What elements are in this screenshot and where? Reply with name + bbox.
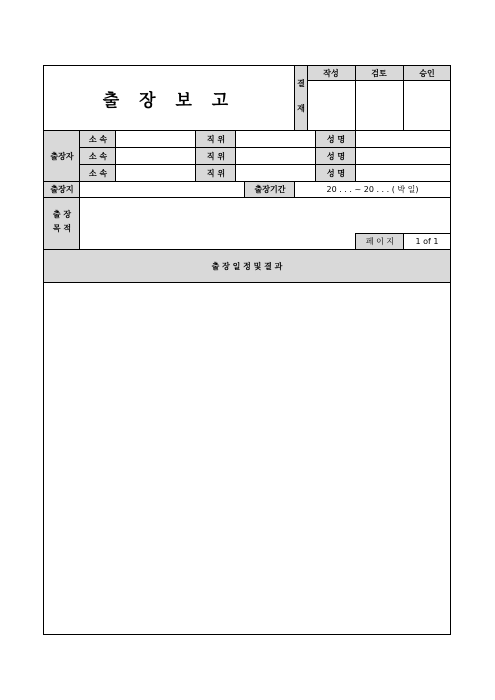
position-label: 직 위: [206, 168, 226, 178]
dept-label: 소 속: [88, 168, 108, 178]
dept-label: 소 속: [88, 134, 108, 144]
period-field[interactable]: 20 . . . ~ 20 . . . ( 박 일): [326, 185, 419, 194]
dept-field[interactable]: [116, 131, 195, 147]
purpose-field[interactable]: [80, 198, 450, 233]
section-title: 출 장 일 정 및 결 과: [211, 261, 283, 271]
dept-field[interactable]: [116, 165, 195, 181]
position-field[interactable]: [236, 148, 315, 164]
approval-label-top: 결: [297, 78, 305, 88]
page-label: 페 이 지: [365, 237, 395, 246]
name-field[interactable]: [356, 131, 450, 147]
page-title: 출 장 보 고: [102, 90, 236, 111]
signature-box-reviewer[interactable]: [356, 81, 403, 130]
name-field[interactable]: [356, 165, 450, 181]
approval-col-approver: 승인: [419, 68, 435, 78]
schedule-results-body[interactable]: [44, 283, 450, 634]
name-label: 성 명: [326, 151, 346, 161]
purpose-label-line2: 목 적: [52, 223, 72, 233]
approval-col-writer: 작성: [323, 68, 339, 78]
period-label: 출장기간: [254, 185, 286, 194]
position-field[interactable]: [236, 165, 315, 181]
position-field[interactable]: [236, 131, 315, 147]
position-label: 직 위: [206, 134, 226, 144]
page-number: 1 of 1: [415, 237, 439, 246]
name-label: 성 명: [326, 168, 346, 178]
dept-label: 소 속: [88, 151, 108, 161]
approval-left-line: [294, 65, 295, 130]
approval-col-reviewer: 검토: [371, 68, 387, 78]
position-label: 직 위: [206, 151, 226, 161]
approval-label-bottom: 재: [297, 103, 305, 113]
name-label: 성 명: [326, 134, 346, 144]
name-field[interactable]: [356, 148, 450, 164]
destination-field[interactable]: [80, 182, 244, 197]
purpose-label-line1: 출 장: [52, 209, 72, 219]
traveler-label: 출장자: [50, 151, 74, 161]
destination-label: 출장지: [50, 185, 74, 194]
signature-box-writer[interactable]: [308, 81, 355, 130]
dept-field[interactable]: [116, 148, 195, 164]
signature-box-approver[interactable]: [404, 81, 450, 130]
